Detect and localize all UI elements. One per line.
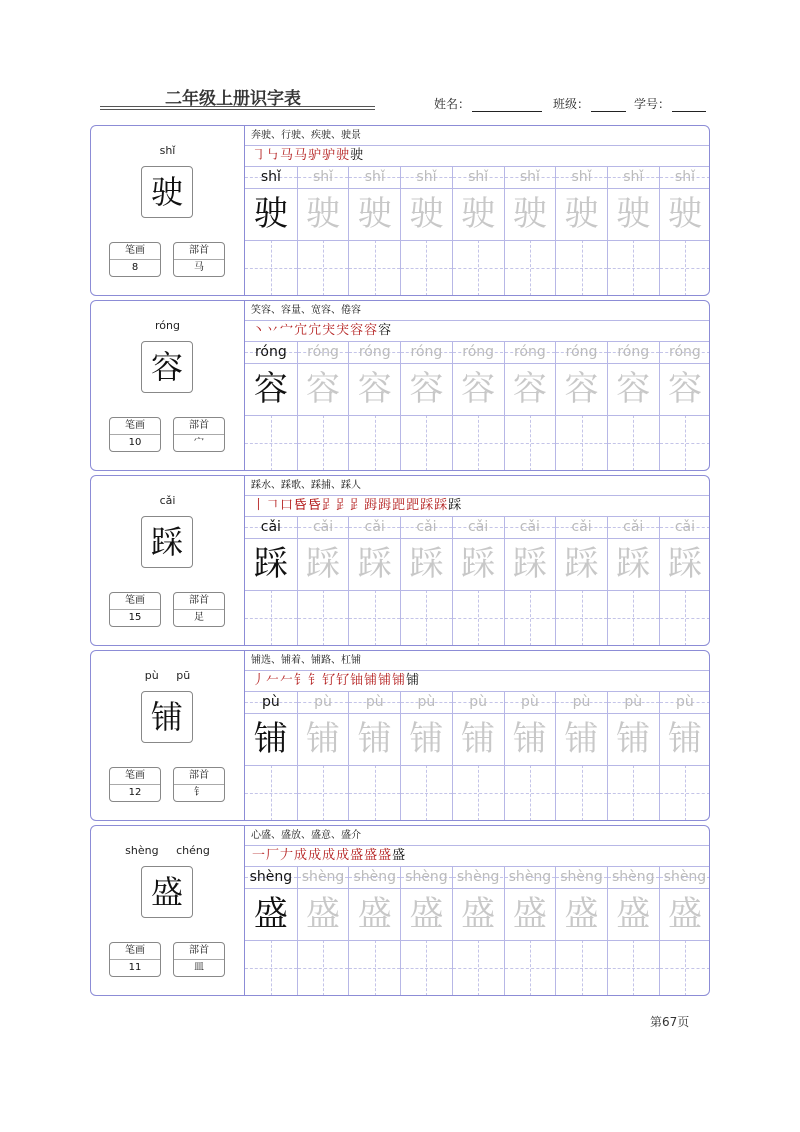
cell-character: 铺 [253,719,288,759]
stroke-step: 𠂇 [280,848,294,863]
cell-pinyin: shǐ [468,169,489,185]
stroke-step: 钌 [322,673,336,688]
practice-cell[interactable] [452,691,504,821]
stroke-count-label: 笔画 [110,768,160,785]
stroke-step: 驴 [322,148,336,163]
cell-pinyin: róng [617,344,650,360]
cell-pinyin: shǐ [260,169,281,185]
radical-value: 钅 [194,787,204,798]
cell-pinyin: shǐ [674,169,695,185]
cell-pinyin: cǎi [416,519,437,535]
cell-pinyin: shèng [301,869,345,885]
practice-cell[interactable] [555,166,607,296]
stroke-count-box [109,767,161,802]
practice-grid [245,866,710,996]
cell-pinyin: róng [307,344,339,360]
title-underline [100,109,375,110]
cell-pinyin: shèng [353,869,396,885]
stroke-count-box [109,592,161,627]
stroke-step: 驶 [336,148,350,163]
cell-character: 容 [461,369,496,409]
stroke-step: 𧾷 [322,498,336,513]
radical-box [173,417,225,452]
practice-cell[interactable] [297,691,349,821]
stroke-step: 铺 [406,673,420,688]
practice-cell[interactable] [607,866,659,996]
stroke-count-value: 15 [128,612,142,623]
stroke-step: 马 [294,148,308,163]
practice-cell[interactable] [659,516,710,646]
character-info-panel [91,476,245,645]
cell-character: 驶 [512,194,547,234]
practice-cell[interactable] [348,166,400,296]
stroke-step: 盛 [364,848,378,863]
practice-cell[interactable] [348,341,400,471]
cell-pinyin: cǎi [674,519,696,535]
cell-pinyin: cǎi [260,519,281,535]
cell-character: 驶 [667,194,702,234]
stroke-count-box [109,242,161,277]
practice-cell[interactable] [607,166,659,296]
stroke-step: 宊 [336,323,350,338]
practice-grid [245,341,710,471]
stroke-step: 宂 [294,323,308,338]
practice-cell[interactable] [452,341,504,471]
cell-character: 驶 [616,194,651,234]
cell-pinyin: pù [365,694,384,710]
stroke-step: 踩 [434,498,448,513]
stroke-count-label: 笔画 [110,943,160,960]
stroke-step: 铺 [392,673,406,688]
stroke-step: 盛 [378,848,392,863]
practice-cell[interactable] [659,866,710,996]
cell-character: 容 [667,369,702,409]
cell-character: 驶 [306,194,341,234]
practice-cell[interactable] [297,341,349,471]
stroke-step: 铀 [350,673,364,688]
cell-character: 容 [616,369,651,409]
radical-label: 部首 [174,243,224,260]
character-display: 驶 [141,166,193,218]
cell-pinyin: cǎi [364,519,385,535]
cell-pinyin: shèng [560,869,603,885]
practice-grid [245,691,710,821]
cell-pinyin: shèng [405,869,448,885]
cell-pinyin: shèng [249,869,293,885]
cell-character: 铺 [461,719,496,759]
radical-label: 部首 [174,943,224,960]
character-display: 踩 [141,516,193,568]
practice-panel [245,126,709,295]
practice-cell[interactable] [452,516,504,646]
cell-pinyin: cǎi [571,519,592,535]
cell-character: 踩 [357,544,392,584]
stroke-step: 钅 [308,673,322,688]
stroke-step: 踩 [448,498,462,513]
cell-character: 踩 [512,544,547,584]
stroke-step: 容 [378,323,392,338]
stroke-step: 钅 [294,673,308,688]
cell-character: 踩 [564,544,599,584]
stroke-step: 𠂉 [280,673,294,688]
stroke-order [252,847,406,865]
stroke-step: 𠯑 [308,498,322,513]
cell-pinyin: shèng [663,869,707,885]
character-pinyin: cǎi [159,494,176,507]
cell-pinyin: cǎi [519,519,540,535]
radical-box [173,242,225,277]
practice-grid [245,166,710,296]
cell-pinyin: shǐ [571,169,592,185]
title-underline [100,106,375,107]
cell-pinyin: pù [676,694,694,710]
stroke-count-box [109,417,161,452]
practice-cell[interactable] [659,166,710,296]
practice-cell[interactable] [400,866,452,996]
stroke-count-value: 10 [128,437,142,448]
name-blank[interactable] [472,100,542,112]
stroke-step: 成 [294,848,308,863]
cell-character: 盛 [357,894,392,934]
cell-character: 容 [564,369,599,409]
practice-cell[interactable] [245,341,297,471]
page-number: 第67页 [650,1015,690,1029]
cell-pinyin: róng [565,344,598,360]
stroke-step: 驴 [308,148,322,163]
radical-label: 部首 [174,418,224,435]
stroke-step: 𠯑 [294,498,308,513]
cell-character: 铺 [512,719,547,759]
cell-pinyin: pù [520,694,539,710]
cell-pinyin: róng [358,344,391,360]
stroke-step: 丶 [252,323,266,338]
practice-cell[interactable] [555,341,607,471]
cell-pinyin: pù [417,694,436,710]
character-card [90,125,710,296]
example-words: 心盛、盛放、盛意、盛介 [251,830,361,841]
cell-character: 盛 [253,894,288,934]
cell-pinyin: pù [624,694,643,710]
cell-pinyin: pù [572,694,591,710]
cell-pinyin: pù [314,694,332,710]
stroke-step: 踩 [420,498,434,513]
cell-character: 驶 [409,194,444,234]
stroke-step: 成 [336,848,350,863]
practice-cell[interactable] [245,866,297,996]
cell-character: 驶 [357,194,392,234]
practice-cell[interactable] [555,866,607,996]
cell-pinyin: shèng [456,869,500,885]
example-words: 踩水、踩歌、踩捕、踩人 [251,480,361,491]
cell-character: 容 [357,369,392,409]
stroke-step: 丿 [252,673,266,688]
stroke-order [252,322,392,340]
example-words: 奔驶、行驶、疾驶、驶景 [251,130,361,141]
radical-value: 宀 [194,437,204,448]
cell-character: 铺 [409,719,444,759]
example-words: 笑容、容量、宽容、倦容 [251,305,361,316]
cell-pinyin: pù [261,694,280,710]
practice-cell[interactable] [555,516,607,646]
character-info-panel [91,126,245,295]
radical-value: 足 [194,612,204,623]
character-display: 盛 [141,866,193,918]
practice-panel [245,826,709,995]
class-blank[interactable] [591,100,626,112]
radical-box [173,767,225,802]
stroke-step: 容 [350,323,364,338]
stroke-step: 盛 [350,848,364,863]
cell-character: 铺 [306,719,341,759]
stroke-step: 铺 [364,673,378,688]
practice-grid [245,516,710,646]
stroke-step: 𧿹 [364,498,378,513]
stroke-step: 𠃍 [266,498,280,513]
cell-character: 盛 [306,894,341,934]
cell-pinyin: róng [513,344,546,360]
practice-cell[interactable] [245,516,297,646]
stroke-step: 容 [364,323,378,338]
stroke-step: 马 [280,148,294,163]
character-pinyin: shǐ [159,144,176,157]
cell-character: 铺 [667,719,702,759]
stroke-count-value: 12 [128,787,142,798]
cell-character: 容 [306,369,341,409]
stroke-order [252,147,364,165]
stroke-step: 𧾷 [350,498,364,513]
practice-panel [245,476,709,645]
character-info-panel [91,826,245,995]
stroke-step: 驶 [350,148,364,163]
practice-panel [245,651,709,820]
cell-character: 盛 [564,894,599,934]
practice-cell[interactable] [297,166,349,296]
character-display: 容 [141,341,193,393]
stroke-step: ㇆ [252,148,266,163]
cell-character: 踩 [616,544,651,584]
practice-cell[interactable] [348,866,400,996]
cell-pinyin: shǐ [364,169,385,185]
character-pinyin: shèng chéng [125,844,210,857]
stroke-step: 宀 [280,323,294,338]
stroke-step: 𠂉 [266,673,280,688]
stroke-count-label: 笔画 [110,243,160,260]
radical-value: 马 [194,262,204,273]
practice-cell[interactable] [607,516,659,646]
cell-character: 盛 [409,894,444,934]
stroke-step: 成 [322,848,336,863]
cell-pinyin: shèng [611,869,655,885]
stroke-count-value: 11 [128,962,142,973]
stroke-step: 一 [252,848,266,863]
practice-cell[interactable] [504,516,556,646]
cell-pinyin: shǐ [416,169,437,185]
cell-character: 盛 [512,894,547,934]
practice-cell[interactable] [504,691,556,821]
stroke-step: 𧿹 [378,498,392,513]
character-card [90,650,710,821]
cell-pinyin: pù [469,694,488,710]
cell-character: 容 [512,369,547,409]
cell-character: 踩 [667,544,702,584]
practice-cell[interactable] [245,166,297,296]
cell-pinyin: róng [462,344,495,360]
practice-cell[interactable] [452,166,504,296]
practice-cell[interactable] [400,341,452,471]
practice-cell[interactable] [452,866,504,996]
cell-character: 铺 [616,719,651,759]
practice-cell[interactable] [348,691,400,821]
cell-character: 踩 [461,544,496,584]
practice-cell[interactable] [348,516,400,646]
cell-character: 驶 [564,194,599,234]
stroke-order [252,672,420,690]
cell-character: 踩 [409,544,444,584]
practice-cell[interactable] [400,166,452,296]
cell-character: 盛 [667,894,702,934]
radical-box [173,942,225,977]
stroke-step: 跁 [406,498,420,513]
radical-label: 部首 [174,768,224,785]
practice-cell[interactable] [504,341,556,471]
practice-cell[interactable] [297,866,349,996]
stroke-step: 口 [280,498,294,513]
stroke-step: ㇉ [266,148,280,163]
cell-character: 盛 [461,894,496,934]
character-card [90,475,710,646]
stroke-step: 钌 [336,673,350,688]
stroke-count-box [109,942,161,977]
stroke-step: 成 [308,848,322,863]
practice-cell[interactable] [400,691,452,821]
radical-label: 部首 [174,593,224,610]
page-title: 二年级上册识字表 [165,89,301,109]
practice-panel [245,301,709,470]
character-card [90,300,710,471]
practice-cell[interactable] [607,341,659,471]
stroke-count-label: 笔画 [110,593,160,610]
stroke-count-label: 笔画 [110,418,160,435]
student-id-field[interactable]: 学号： [634,95,706,112]
character-card [90,825,710,996]
stroke-step: 厂 [266,848,280,863]
practice-cell[interactable] [504,166,556,296]
practice-cell[interactable] [245,691,297,821]
stroke-step: 宊 [322,323,336,338]
cell-pinyin: shǐ [623,169,644,185]
stroke-count-value: 8 [131,262,139,273]
class-field[interactable]: 班级： [553,95,626,112]
character-pinyin: róng [155,319,180,332]
cell-pinyin: róng [254,344,287,360]
stroke-step: 盛 [392,848,406,863]
cell-character: 容 [409,369,444,409]
cell-character: 盛 [616,894,651,934]
example-words: 铺选、铺着、铺路、杠铺 [251,655,361,666]
cell-pinyin: róng [669,344,701,360]
cell-character: 铺 [564,719,599,759]
radical-value: 皿 [194,962,204,973]
cell-pinyin: cǎi [468,519,489,535]
character-pinyin: pù pū [144,669,191,682]
radical-box [173,592,225,627]
practice-cell[interactable] [607,691,659,821]
stroke-step: 跁 [392,498,406,513]
cell-character: 踩 [253,544,288,584]
stroke-step: 铺 [378,673,392,688]
cell-pinyin: shǐ [519,169,540,185]
student-id-blank[interactable] [672,100,706,112]
practice-cell[interactable] [659,341,710,471]
cell-character: 踩 [306,544,341,584]
cell-character: 铺 [357,719,392,759]
cell-character: 驶 [253,194,288,234]
cell-pinyin: róng [410,344,443,360]
cell-pinyin: cǎi [312,519,334,535]
stroke-step: 丨 [252,498,266,513]
cell-pinyin: shèng [508,869,552,885]
character-info-panel [91,651,245,820]
character-display: 铺 [141,691,193,743]
stroke-step: 丷 [266,323,280,338]
practice-cell[interactable] [400,516,452,646]
stroke-step: 宂 [308,323,322,338]
stroke-order [252,497,462,515]
practice-cell[interactable] [297,516,349,646]
practice-cell[interactable] [659,691,710,821]
cell-pinyin: shǐ [313,169,334,185]
practice-cell[interactable] [504,866,556,996]
character-info-panel [91,301,245,470]
practice-cell[interactable] [555,691,607,821]
stroke-step: 𧾷 [336,498,350,513]
cell-pinyin: cǎi [623,519,644,535]
name-field[interactable]: 姓名： [434,95,542,112]
cell-character: 驶 [461,194,496,234]
cell-character: 容 [253,369,288,409]
